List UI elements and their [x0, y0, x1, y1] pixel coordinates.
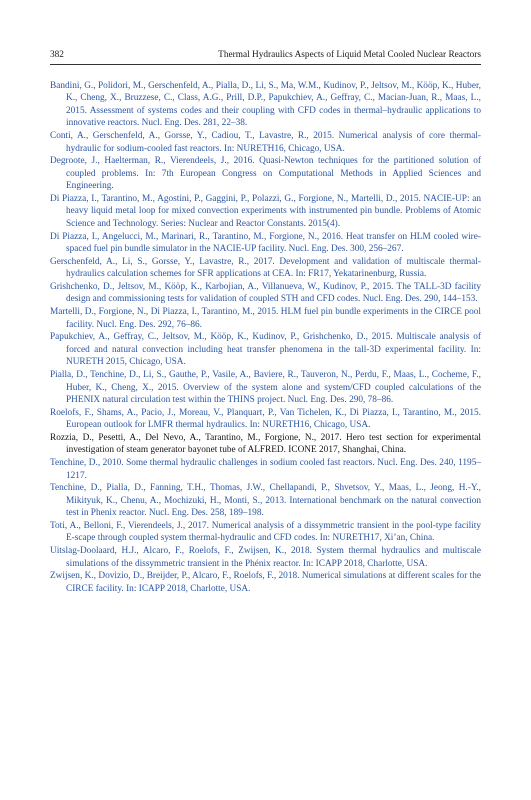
- reference-entry[interactable]: Di Piazza, I., Tarantino, M., Agostini, P., Gaggini, P., Polazzi, G., Forgione, N., Martelli, D., 2015. NACIE-UP: an heavy liquid metal loop for mixed convection experiments with instrumented pin bundle. Problems of Atomic Science and Technology. Series: Nuclear and Reactor Constants. 2015(4).: [50, 193, 481, 229]
- reference-entry[interactable]: Tenchine, D., 2010. Some thermal hydraulic challenges in sodium cooled fast reactors. Nucl. Eng. Des. 240, 1195–1217.: [50, 458, 481, 481]
- running-title: Thermal Hydraulics Aspects of Liquid Metal Cooled Nuclear Reactors: [218, 50, 481, 60]
- reference-entry[interactable]: Tenchine, D., Pialla, D., Fanning, T.H., Thomas, J.W., Chellapandi, P., Shvetsov, Y., Maas, L., Jeong, H.-Y., Mikityuk, K., Chenu, A., Mochizuki, H., Monti, S., 2013. International benchmark on the natural convection test in Phenix reactor. Nucl. Eng. Des. 258, 189–198.: [50, 483, 481, 519]
- reference-entry[interactable]: Bandini, G., Polidori, M., Gerschenfeld, A., Pialla, D., Li, S., Ma, W.M., Kudinov, P., Jeltsov, M., Kööp, K., Huber, K., Cheng, X., Bruzzese, C., Class, A.G., Prill, D.P., Papukchiev, A., Geffray, C., Macian-Juan, R., Maas, L., 2015. Assessment of systems codes and their coupling with CFD codes in thermal–hydraulic applications to innovative reactors. Nucl. Eng. Des. 281, 22–38.: [50, 81, 481, 129]
- reference-entry[interactable]: Degroote, J., Haelterman, R., Vierendeels, J., 2016. Quasi-Newton techniques for the partitioned solution of coupled problems. In: 7th European Congress on Computational Methods in Applied Sciences and Engineering.: [50, 156, 481, 192]
- header-rule: [50, 64, 481, 65]
- reference-entry[interactable]: Di Piazza, I., Angelucci, M., Marinari, R., Tarantino, M., Forgione, N., 2016. Heat transfer on HLM cooled wire-spaced fuel pin bundle simulator in the NACIE-UP facility. Nucl. Eng. Des. 300, 256–267.: [50, 231, 481, 255]
- reference-entry[interactable]: Zwijsen, K., Dovizio, D., Breijder, P., Alcaro, F., Roelofs, F., 2018. Numerical simulations at different scales for the CIRCE facility. In: ICAPP 2018, Charlotte, USA.: [50, 571, 481, 594]
- reference-list: [50, 80, 481, 596]
- reference-entry[interactable]: Papukchiev, A., Geffray, C., Jeltsov, M., Kööp, K., Kudinov, P., Grishchenko, D., 2015. Multiscale analysis of forced and natural convection including heat transfer phenomena in the tall-3D experimental facility. In: NURETH 2015, Chicago, USA.: [50, 332, 481, 368]
- reference-entry[interactable]: Pialla, D., Tenchine, D., Li, S., Gauthe, P., Vasile, A., Baviere, R., Tauveron, N., Perdu, F., Maas, L., Cocheme, F., Huber, K., Cheng, X., 2015. Overview of the system alone and system/CFD coupled calculations of the PHENIX natural circulation test within the THINS project. Nucl. Eng. Des. 290, 78–86.: [50, 370, 481, 405]
- reference-entry[interactable]: Roelofs, F., Shams, A., Pacio, J., Moreau, V., Planquart, P., Van Tichelen, K., Di Piazza, I., Tarantino, M., 2015. European outlook for LMFR thermal hydraulics. In: NURETH16, Chicago, USA.: [50, 407, 481, 431]
- reference-entry[interactable]: Grishchenko, D., Jeltsov, M., Kööp, K., Karbojian, A., Villanueva, W., Kudinov, P., 2015. The TALL-3D facility design and commissioning tests for validation of coupled STH and CFD codes. Nucl. Eng. Des. 290, 144–153.: [50, 282, 481, 305]
- page-number: 382: [50, 50, 64, 60]
- reference-entry[interactable]: Conti, A., Gerschenfeld, A., Gorsse, Y., Cadiou, T., Lavastre, R., 2015. Numerical analysis of core thermal-hydraulic for sodium-cooled fast reactors. In: NURETH16, Chicago, USA.: [50, 131, 481, 154]
- reference-entry[interactable]: Toti, A., Belloni, F., Vierendeels, J., 2017. Numerical analysis of a dissymmetric transient in the pool-type facility E-scape through coupled system thermal-hydraulic and CFD codes. In: NURETH17, Xi’an, China.: [50, 521, 481, 544]
- reference-entry[interactable]: Gerschenfeld, A., Li, S., Gorsse, Y., Lavastre, R., 2017. Development and validation of multiscale thermal-hydraulics calculation schemes for SFR applications at CEA. In: FR17, Yekatarinenburg, Russia.: [50, 256, 481, 280]
- reference-entry[interactable]: Martelli, D., Forgione, N., Di Piazza, I., Tarantino, M., 2015. HLM fuel pin bundle experiments in the CIRCE pool facility. Nucl. Eng. Des. 292, 76–86.: [50, 307, 481, 330]
- reference-entry: Rozzia, D., Pesetti, A., Del Nevo, A., Tarantino, M., Forgione, N., 2017. Hero test section for experimental investigation of steam generator bayonet tube of ALFRED. ICONE 2017, Shanghai, China.: [50, 432, 481, 456]
- reference-entry[interactable]: Uitslag-Doolaard, H.J., Alcaro, F., Roelofs, F., Zwijsen, K., 2018. System thermal hydraulics and multiscale simulations of the dissymmetric transient in the Phénix reactor. In: ICAPP 2018, Charlotte, USA.: [50, 546, 481, 569]
- running-header: [50, 50, 481, 60]
